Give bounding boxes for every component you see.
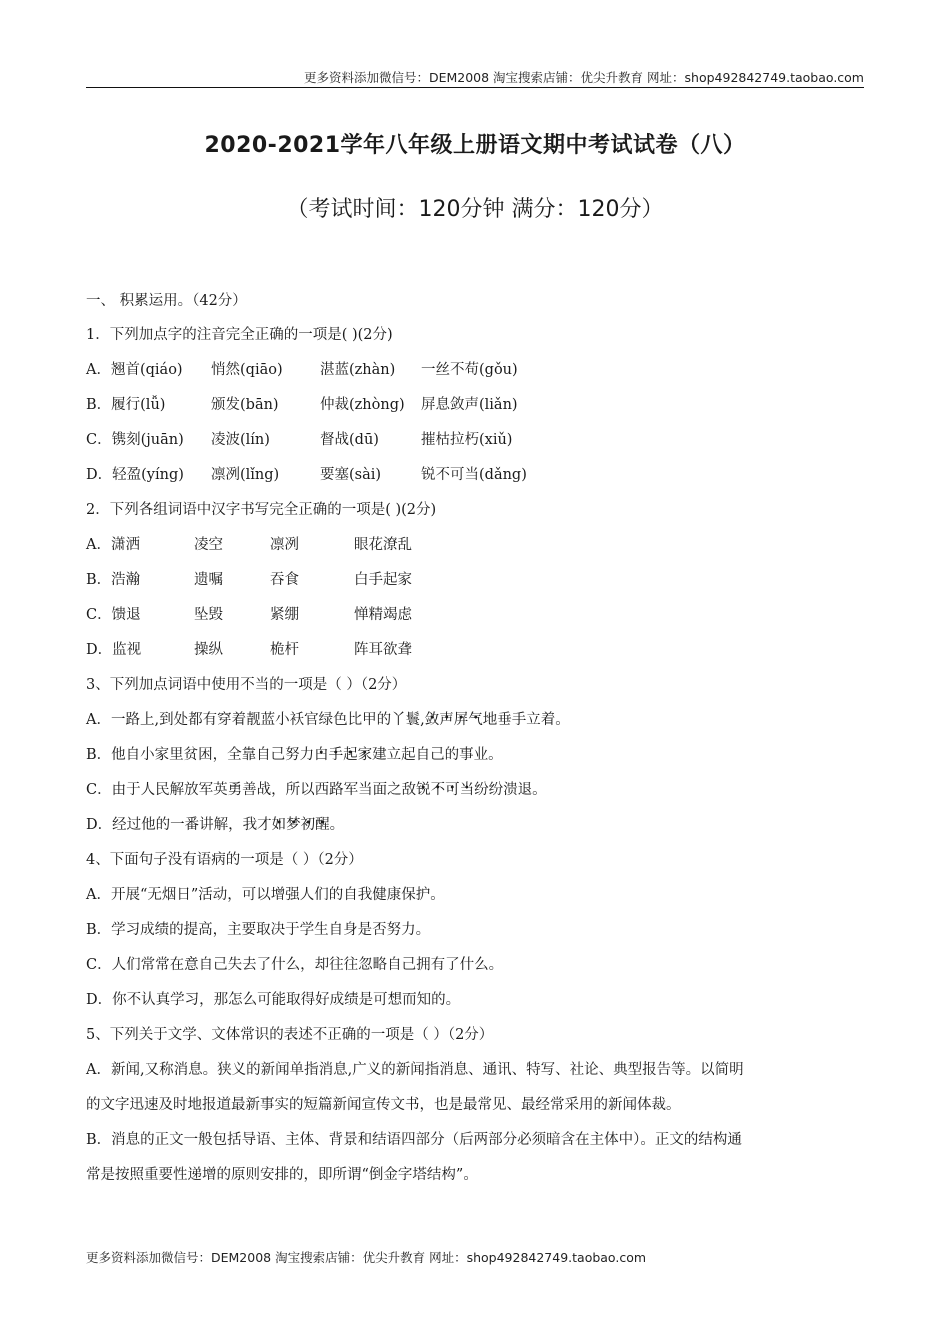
option-cell: 凌波(lín) — [211, 432, 270, 448]
option-cell: C．镌刻(juān) — [86, 432, 184, 448]
option-cell: 督战(dū) — [320, 432, 379, 448]
emphasized-phrase: 如梦初醒 — [271, 817, 330, 833]
option-cell: 要塞(sài) — [320, 467, 382, 483]
question-3-option-d — [86, 808, 864, 843]
question-1-option-b — [86, 388, 864, 423]
emphasized-phrase: 敛声屏气 — [424, 712, 483, 728]
option-cell: 凛冽 — [270, 537, 299, 553]
option-cell: 眼花潦乱 — [354, 537, 412, 553]
question-1-stem: 1．下列加点字的注音完全正确的一项是( )(2分) — [86, 327, 393, 343]
option-cell: B．履行(lǚ) — [86, 397, 166, 413]
header-divider — [86, 87, 864, 88]
question-2-option-c — [86, 598, 864, 633]
option-cell: 遗嘱 — [194, 572, 223, 588]
question-2-option-b — [86, 563, 864, 598]
option-cell: 白手起家 — [354, 572, 412, 588]
question-4-option-b: B．学习成绩的提高，主要取决于学生自身是否努力。 — [86, 922, 431, 938]
question-4-option-d: D．你不认真学习，那怎么可能取得好成绩是可想而知的。 — [86, 992, 461, 1008]
option-cell: A．翘首(qiáo) — [86, 362, 183, 378]
emphasized-phrase: 白手起家 — [314, 747, 373, 763]
option-text: D．经过他的一番讲解，我才 — [86, 817, 272, 833]
option-cell: 坠毁 — [194, 607, 223, 623]
question-3-option-b — [86, 738, 864, 773]
option-cell: 凛冽(lǐng) — [211, 467, 280, 483]
question-2-stem: 2．下列各组词语中汉字书写完全正确的一项是( )(2分) — [86, 502, 437, 518]
option-text: 建立起自己的事业。 — [372, 747, 503, 763]
option-text: A．一路上,到处都有穿着靓蓝小袄官绿色比甲的丫鬟, — [86, 712, 425, 728]
option-cell: A．潇洒 — [86, 537, 140, 553]
question-5-option-b-line-2: 常是按照重要性递增的原则安排的，即所谓“倒金字塔结构”。 — [86, 1167, 478, 1183]
question-3-option-c — [86, 773, 864, 808]
option-cell: 阵耳欲聋 — [354, 642, 412, 658]
option-text: 纷纷溃退。 — [474, 782, 547, 798]
option-cell: C．馈退 — [86, 607, 141, 623]
exam-body — [86, 284, 864, 1193]
question-4-option-a: A．开展“无烟日”活动，可以增强人们的自我健康保护。 — [86, 887, 445, 903]
question-1-options — [86, 353, 864, 493]
question-1-option-d — [86, 458, 864, 493]
option-cell: 紧绷 — [270, 607, 299, 623]
option-cell: 屏息敛声(liǎn) — [421, 397, 518, 413]
question-5-option-b-line-1: B．消息的正文一般包括导语、主体、背景和结语四部分（后两部分必须暗含在主体中）。正文的结构通 — [86, 1132, 742, 1148]
option-cell: 悄然(qiāo) — [211, 362, 283, 378]
option-cell: 操纵 — [194, 642, 223, 658]
option-cell: 锐不可当(dǎng) — [421, 467, 527, 483]
option-cell: 惮精竭虑 — [354, 607, 412, 623]
emphasized-phrase: 锐不可当 — [416, 782, 475, 798]
question-3-option-a — [86, 703, 864, 738]
question-3-stem: 3、下列加点词语中使用不当的一项是（ ）（2分） — [86, 677, 407, 693]
question-1-option-a — [86, 353, 864, 388]
option-text: 。 — [329, 817, 345, 833]
option-text: B．他自小家里贫困，全靠自己努力 — [86, 747, 315, 763]
page-footer-text: 更多资料添加微信号：DEM2008 淘宝搜索店铺：优尖升教育 网址：shop492842749.taobao.com — [86, 1250, 647, 1265]
question-5-option-a-line-1: A．新闻,又称消息。狭义的新闻单指消息,广义的新闻指消息、通讯、特写、社论、典型报告等。以简明 — [86, 1062, 744, 1078]
option-cell: 一丝不苟(gǒu) — [421, 362, 518, 378]
exam-subtitle: （考试时间：120分钟 满分：120分） — [286, 197, 664, 222]
option-cell: B．浩瀚 — [86, 572, 141, 588]
question-5-option-a-line-2: 的文字迅速及时地报道最新事实的短篇新闻宣传文书，也是最常见、最经常采用的新闻体裁。 — [86, 1097, 681, 1113]
option-cell: 颁发(bān) — [211, 397, 279, 413]
question-4-option-c: C．人们常常在意自己失去了什么，却往往忽略自己拥有了什么。 — [86, 957, 504, 973]
question-1-option-c — [86, 423, 864, 458]
option-cell: D．轻盈(yíng) — [86, 467, 184, 483]
page-header-text: 更多资料添加微信号：DEM2008 淘宝搜索店铺：优尖升教育 网址：shop492842749.taobao.com — [303, 70, 864, 85]
option-cell: D．监视 — [86, 642, 142, 658]
question-2-option-a — [86, 528, 864, 563]
option-text: C．由于人民解放军英勇善战，所以西路军当面之敌 — [86, 782, 417, 798]
section-heading: 一、 积累运用。（42分） — [86, 293, 247, 309]
option-cell: 吞食 — [270, 572, 299, 588]
option-cell: 仲裁(zhòng) — [320, 397, 405, 413]
option-cell: 湛蓝(zhàn) — [320, 362, 396, 378]
question-4-stem: 4、下面句子没有语病的一项是（ ）（2分） — [86, 852, 363, 868]
exam-title: 2020-2021学年八年级上册语文期中考试试卷（八） — [204, 133, 746, 158]
question-2-option-d — [86, 633, 864, 668]
option-cell: 凌空 — [194, 537, 223, 553]
option-cell: 桅杆 — [270, 642, 299, 658]
option-text: 地垂手立着。 — [482, 712, 570, 728]
question-5-stem: 5、下列关于文学、文体常识的表述不正确的一项是（ ）（2分） — [86, 1027, 494, 1043]
question-2-options — [86, 528, 864, 668]
option-cell: 摧枯拉朽(xiǔ) — [421, 432, 513, 448]
